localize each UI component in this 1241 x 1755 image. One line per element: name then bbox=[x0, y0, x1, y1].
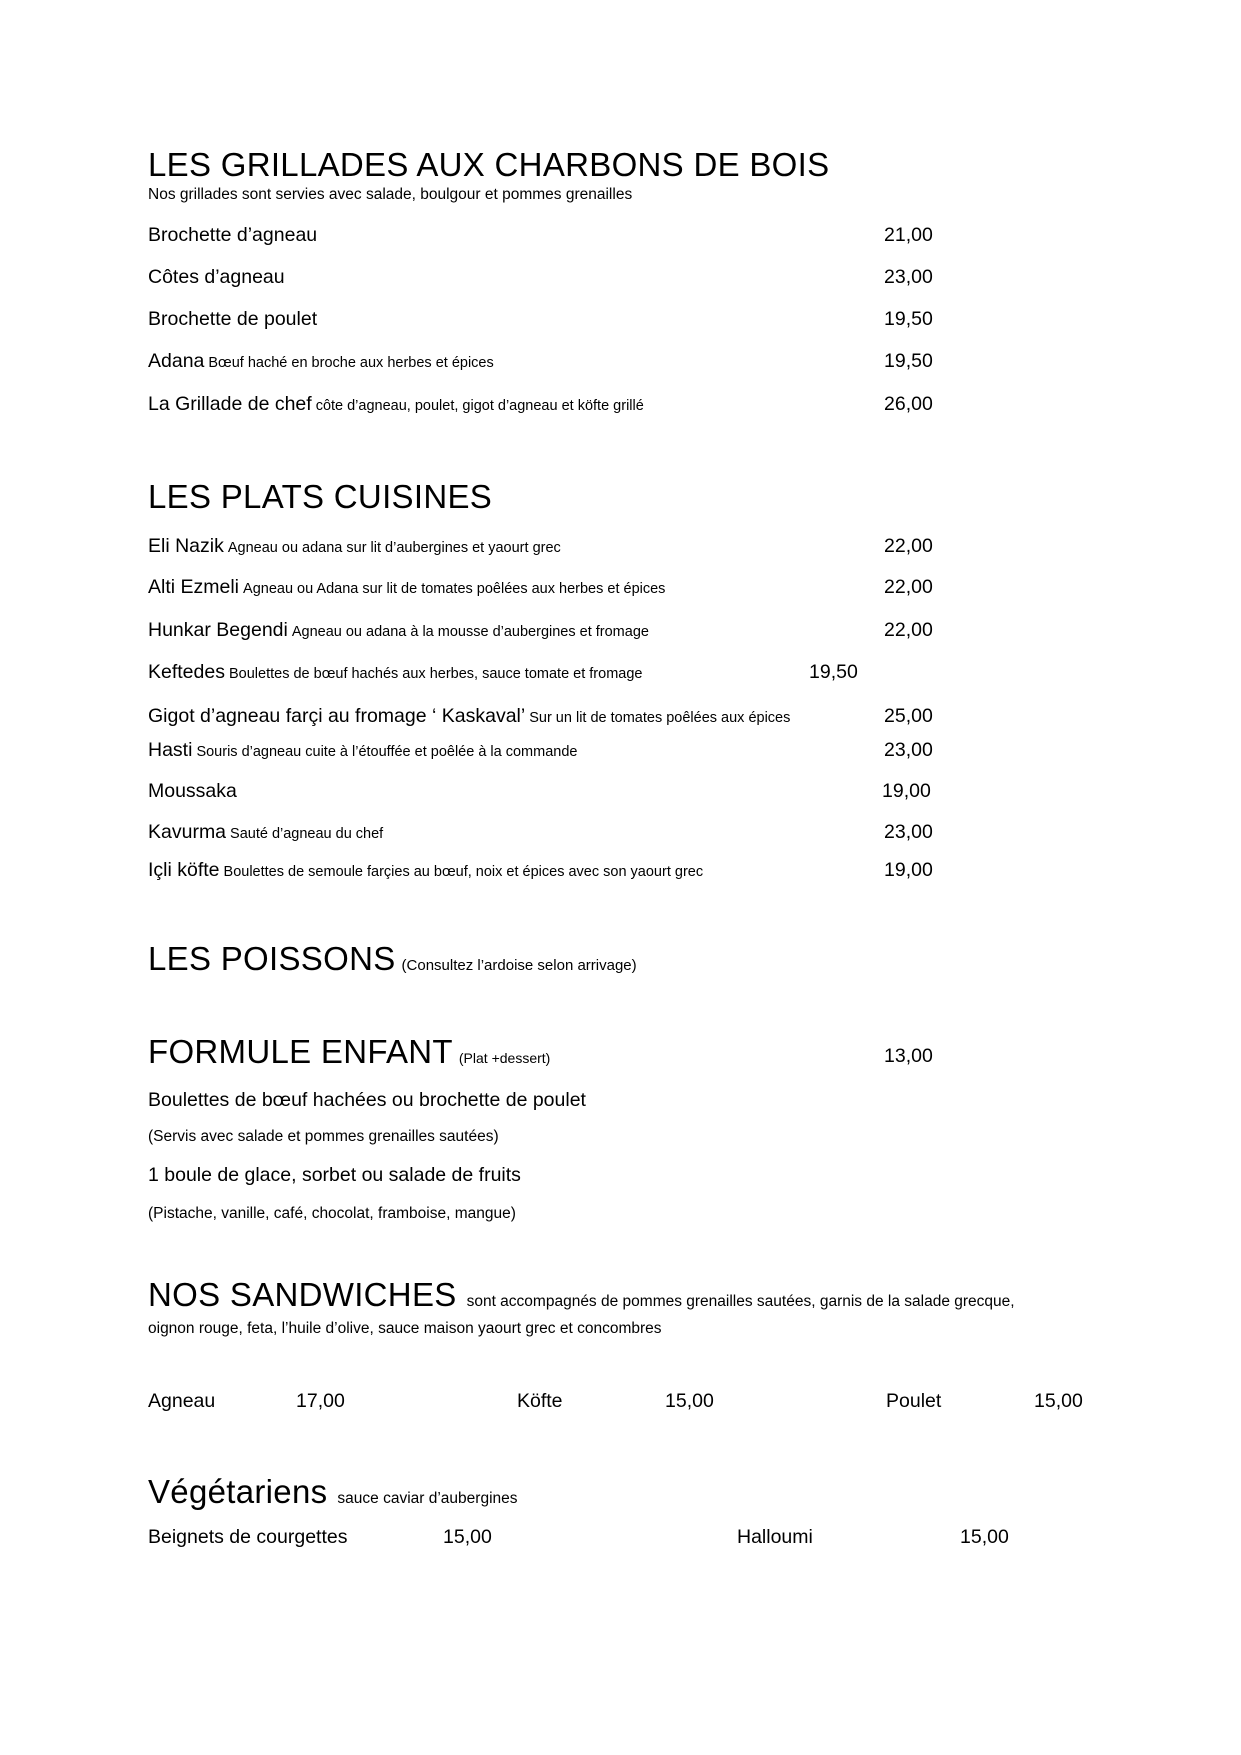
item-price: 19,00 bbox=[884, 859, 933, 881]
sandwich-price: 15,00 bbox=[665, 1390, 714, 1412]
sandwiches-desc-line2: oignon rouge, feta, l’huile d’olive, sauce maison yaourt grec et concombres bbox=[148, 1320, 662, 1337]
item-desc: Boulettes de semoule farçies au bœuf, noix et épices avec son yaourt grec bbox=[223, 864, 704, 880]
item-name: Kavurma bbox=[148, 821, 227, 843]
item-price: 19,50 bbox=[809, 661, 858, 683]
sandwich-price: 15,00 bbox=[1034, 1390, 1083, 1412]
menu-item bbox=[148, 859, 703, 882]
item-name: Alti Ezmeli bbox=[148, 576, 240, 598]
poissons-heading bbox=[148, 940, 637, 978]
item-name: Keftedes bbox=[148, 661, 225, 683]
grillades-title: LES GRILLADES AUX CHARBONS DE BOIS bbox=[148, 146, 830, 183]
vegetarien-price: 15,00 bbox=[443, 1526, 492, 1548]
item-desc: Agneau ou adana sur lit d’aubergines et yaourt grec bbox=[227, 540, 561, 556]
menu-item bbox=[148, 705, 790, 728]
menu-item bbox=[148, 266, 285, 289]
vegetariens-desc: sauce caviar d’aubergines bbox=[337, 1490, 518, 1507]
item-name: Hunkar Begendi bbox=[148, 619, 288, 641]
item-desc: côte d’agneau, poulet, gigot d’agneau et köfte grillé bbox=[315, 398, 644, 414]
menu-item bbox=[148, 619, 649, 642]
menu-item bbox=[148, 780, 237, 803]
menu-item bbox=[148, 308, 317, 331]
sandwiches-heading bbox=[148, 1276, 1015, 1314]
vegetariens-heading bbox=[148, 1473, 518, 1511]
item-name: Brochette de poulet bbox=[148, 308, 318, 330]
menu-item bbox=[148, 821, 383, 844]
item-price: 23,00 bbox=[884, 821, 933, 843]
menu-item bbox=[148, 576, 665, 599]
item-price: 19,00 bbox=[882, 780, 931, 802]
item-name: Moussaka bbox=[148, 780, 237, 802]
poissons-title: LES POISSONS bbox=[148, 940, 396, 977]
item-price: 21,00 bbox=[884, 224, 933, 246]
item-price: 23,00 bbox=[884, 266, 933, 288]
vegetarien-price: 15,00 bbox=[960, 1526, 1009, 1548]
menu-item bbox=[148, 224, 317, 247]
sandwiches-desc: sont accompagnés de pommes grenailles sautées, garnis de la salade grecque, bbox=[466, 1293, 1015, 1310]
menu-item bbox=[148, 739, 577, 762]
sandwiches-title: NOS SANDWICHES bbox=[148, 1276, 457, 1313]
item-name: Brochette d’agneau bbox=[148, 224, 318, 246]
item-price: 25,00 bbox=[884, 705, 933, 727]
item-price: 19,50 bbox=[884, 308, 933, 330]
item-price: 22,00 bbox=[884, 535, 933, 557]
enfant-dessert-note: (Pistache, vanille, café, chocolat, framboise, mangue) bbox=[148, 1205, 516, 1222]
sandwich-name: Agneau bbox=[148, 1390, 216, 1412]
enfant-plat-note: (Servis avec salade et pommes grenailles sautées) bbox=[148, 1128, 499, 1145]
enfant-heading bbox=[148, 1033, 550, 1071]
item-name: Eli Nazik bbox=[148, 535, 224, 557]
item-name: Gigot d’agneau farçi au fromage ‘ Kaskaval’ bbox=[148, 705, 526, 727]
item-desc: Agneau ou Adana sur lit de tomates poêlées aux herbes et épices bbox=[243, 581, 666, 597]
item-desc: Sauté d’agneau du chef bbox=[230, 826, 384, 842]
item-desc: Agneau ou adana à la mousse d’aubergines et fromage bbox=[291, 624, 649, 640]
item-desc: Sur un lit de tomates poêlées aux épices bbox=[529, 710, 791, 726]
vegetarien-name: Beignets de courgettes bbox=[148, 1526, 348, 1548]
menu-item bbox=[148, 350, 494, 373]
sandwich-price: 17,00 bbox=[296, 1390, 345, 1412]
enfant-note: (Plat +dessert) bbox=[458, 1050, 551, 1066]
item-price: 26,00 bbox=[884, 393, 933, 415]
item-name: Içli köfte bbox=[148, 859, 220, 881]
item-desc: Souris d’agneau cuite à l’étouffée et poêlée à la commande bbox=[196, 744, 578, 760]
sandwich-name: Köfte bbox=[517, 1390, 563, 1412]
menu-item bbox=[148, 393, 644, 416]
item-name: Hasti bbox=[148, 739, 193, 761]
enfant-title: FORMULE ENFANT bbox=[148, 1033, 453, 1070]
item-price: 22,00 bbox=[884, 619, 933, 641]
enfant-dessert: 1 boule de glace, sorbet ou salade de fruits bbox=[148, 1164, 521, 1186]
item-name: Adana bbox=[148, 350, 205, 372]
item-name: La Grillade de chef bbox=[148, 393, 312, 415]
item-price: 23,00 bbox=[884, 739, 933, 761]
menu-item bbox=[148, 535, 561, 558]
vegetariens-title: Végétariens bbox=[148, 1473, 328, 1510]
item-desc: Boulettes de bœuf hachés aux herbes, sauce tomate et fromage bbox=[228, 666, 643, 682]
plats-title: LES PLATS CUISINES bbox=[148, 478, 493, 515]
vegetarien-name: Halloumi bbox=[737, 1526, 813, 1548]
item-name: Côtes d’agneau bbox=[148, 266, 285, 288]
enfant-price: 13,00 bbox=[884, 1045, 933, 1067]
enfant-plat: Boulettes de bœuf hachées ou brochette de poulet bbox=[148, 1089, 586, 1111]
item-desc: Bœuf haché en broche aux herbes et épices bbox=[208, 355, 494, 371]
grillades-subtitle: Nos grillades sont servies avec salade, boulgour et pommes grenailles bbox=[148, 186, 633, 203]
item-price: 19,50 bbox=[884, 350, 933, 372]
sandwich-name: Poulet bbox=[886, 1390, 942, 1412]
item-price: 22,00 bbox=[884, 576, 933, 598]
poissons-note: (Consultez l’ardoise selon arrivage) bbox=[401, 957, 637, 974]
menu-item bbox=[148, 661, 642, 684]
